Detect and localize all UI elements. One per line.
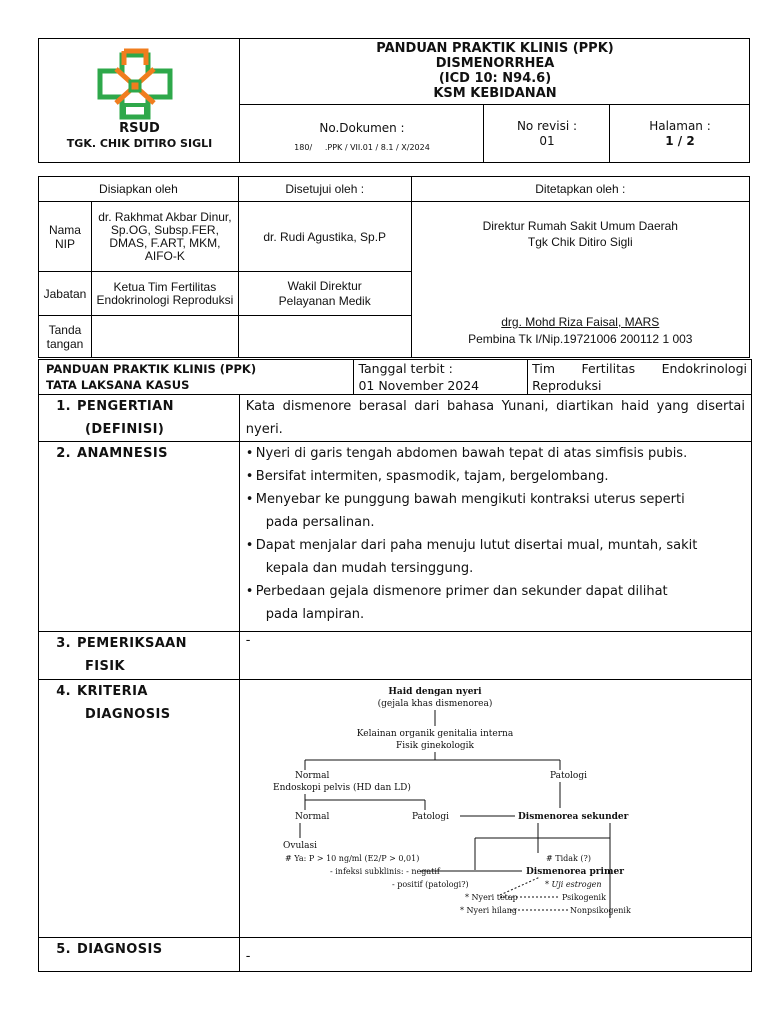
list-item: • Bersifat intermiten, spasmodik, tajam, bergelombang. [246,465,745,488]
flow-node-patologi-2: Patologi [411,812,449,822]
approved-position-2: Pelayanan Medik [278,293,371,308]
flow-node-haid: Haid dengan nyeri [388,687,482,697]
sign-label-1: Tanda [48,322,82,337]
diagnosis-flowchart-cell [239,680,751,938]
nip-label: NIP [54,236,75,251]
director-title-1: Direktur Rumah Sakit Umum Daerah [482,219,678,233]
section-5-number: 5. [56,942,71,957]
doc-subtitle: DISMENORRHEA [435,56,555,71]
sign-row-label [39,316,92,358]
doc-title: PANDUAN PRAKTIK KLINIS (PPK) [376,41,614,56]
flow-node-fisik: Fisik ginekologik [395,741,474,751]
position-row-label: Jabatan [39,272,92,316]
flow-node-dismenorea-primer: Dismenorea primer [525,867,624,877]
flow-node-infeksi: - infeksi subklinis: - negatif [329,867,440,876]
team-cell [528,360,752,395]
team-line-2: Reproduksi [532,378,602,393]
set-by-header: Ditetapkan oleh : [411,177,749,202]
prepared-position: Ketua Tim Fertilitas Endokrinologi Reproduksi [91,272,238,316]
section-3-label [39,632,240,680]
director-nip: Pembina Tk I/Nip.19721006 200112 1 003 [468,332,693,346]
list-item: • Dapat menjalar dari paha menuju lutut disertai mual, muntah, sakit kepala dan mudah tersinggung. [246,534,745,580]
name-row-label [39,202,92,272]
flow-node-nonpsikogenik: Nonpsikogenik [569,906,631,915]
hospital-label: RSUD [119,121,160,136]
definisi-text: Kata dismenore berasal dari bahasa Yunani, diartikan haid yang disertai nyeri. [239,395,751,442]
title-cell [240,39,750,105]
anamnesis-item-1: Nyeri di garis tengah abdomen bawah tepat di atas simfisis pubis. [255,446,688,461]
director-title-2: Tgk Chik Ditiro Sigli [527,235,633,249]
section-4-subtitle: DIAGNOSIS [85,707,171,722]
hospital-name: TGK. CHIK DITIRO SIGLI [66,137,213,150]
anamnesis-item-4: Dapat menjalar dari paha menuju lutut disertai mual, muntah, sakit [255,538,698,553]
revision-cell [484,105,610,163]
anamnesis-item-3: Menyebar ke punggung bawah mengikuti kontraksi uterus seperti [255,492,685,507]
section-5-label [39,938,240,972]
team-word-2: Fertilitas [581,361,636,376]
flow-node-ya: # Ya: P > 10 ng/ml (E2/P > 0,01) [284,854,420,863]
list-item: • Perbedaan gejala dismenore primer dan sekunder dapat dilihat pada lampiran. [246,580,745,626]
flow-node-dismenorea-sekunder: Dismenorea sekunder [517,812,629,822]
prepared-by-header: Disiapkan oleh [39,177,239,202]
anamnesis-item-5-cont: pada lampiran. [265,607,365,622]
doc-number-label: No.Dokumen : [319,121,405,135]
director-cell [411,202,749,358]
section-2-label [39,442,240,632]
approved-name: dr. Rudi Agustika, Sp.P [238,202,411,272]
date-cell [354,360,528,395]
anamnesis-item-4-cont: kepala dan mudah tersinggung. [265,561,474,576]
sign-label-2: tangan [46,336,84,351]
flow-node-tidak: # Tidak (?) [545,854,591,863]
team-word-1: Tim [532,361,556,376]
flow-node-normal-2: Normal [294,812,330,822]
page-label: Halaman : [649,119,711,133]
section-4-title: KRITERIA [77,684,148,699]
list-item: • Menyebar ke punggung bawah mengikuti kontraksi uterus seperti pada persalinan. [246,488,745,534]
fisik-value: - [239,632,751,680]
prepared-signature [91,316,238,358]
diagnosis-value: - [239,938,751,972]
section-3-subtitle: FISIK [85,659,125,674]
flow-node-endoskopi: Endoskopi pelvis (HD dan LD) [272,783,411,793]
section-4-label [39,680,240,938]
prepared-name: dr. Rakhmat Akbar Dinur, Sp.OG, Subsp.FER, DMAS, F.ART, MKM, AIFO-K [91,202,238,272]
section-3-title: PEMERIKSAAN [77,636,187,651]
revision-label: No revisi : [516,119,578,133]
anamnesis-item-5: Perbedaan gejala dismenore primer dan sekunder dapat dilihat [255,584,668,599]
anamnesis-item-3-cont: pada persalinan. [265,515,375,530]
page-cell [610,105,750,163]
section-3-number: 3. [56,636,71,651]
ppk-label-2: TATA LAKSANA KASUS [46,378,190,392]
flow-node-positif: - positif (patologi?) [391,880,469,889]
icd-code: (ICD 10: N94.6) [438,71,552,86]
director-name: drg. Mohd Riza Faisal, MARS [501,315,660,329]
flow-node-uji-estrogen: * Uji estrogen [544,880,602,889]
approved-by-header: Disetujui oleh : [238,177,411,202]
approval-table [38,176,750,358]
section-1-title: PENGERTIAN [77,399,174,414]
section-1-number: 1. [56,399,71,414]
approved-position-1: Wakil Direktur [287,278,362,293]
flow-node-patologi-1: Patologi [549,771,587,781]
section-5-title: DIAGNOSIS [77,942,163,957]
anamnesis-item-2: Bersifat intermiten, spasmodik, tajam, bergelombang. [255,469,609,484]
logo-cell [39,39,240,163]
section-1-subtitle: (DEFINISI) [85,422,165,437]
document-header [38,38,750,163]
diagnosis-flowchart [260,680,660,936]
flow-node-normal-1: Normal [294,771,330,781]
section-1-label [39,395,240,442]
doc-number-value: 180/ .PPK / VII.01 / 8.1 / X/2024 [294,143,430,152]
section-2-title: ANAMNESIS [77,446,168,461]
date-label: Tanggal terbit : [358,361,453,376]
name-label: Nama [48,222,81,237]
ppk-label-cell [39,360,354,395]
ppk-table [38,359,752,972]
team-word-3: Endokrinologi [661,361,747,376]
flow-node-nyeri-hilang: * Nyeri hilang [459,906,517,915]
approved-position [238,272,411,316]
section-2-number: 2. [56,446,71,461]
doc-number-cell [240,105,484,163]
ppk-label-1: PANDUAN PRAKTIK KLINIS (PPK) [46,362,257,376]
hospital-logo-icon [94,45,176,123]
flow-node-gejala: (gejala khas dismenorea) [377,699,493,709]
approved-signature [238,316,411,358]
anamnesis-list [239,442,751,632]
flow-node-ovulasi: Ovulasi [282,841,317,851]
flow-node-nyeri-tetap: * Nyeri tetap [464,893,518,902]
date-value: 01 November 2024 [358,378,480,393]
revision-value: 01 [539,134,555,148]
list-item: • Nyeri di garis tengah abdomen bawah tepat di atas simfisis pubis. [246,442,745,465]
section-4-number: 4. [56,684,71,699]
ksm-name: KSM KEBIDANAN [433,86,557,101]
page-value: 1 / 2 [665,134,695,148]
flow-node-psikogenik: Psikogenik [561,893,606,902]
flow-node-kelainan: Kelainan organik genitalia interna [356,729,513,739]
